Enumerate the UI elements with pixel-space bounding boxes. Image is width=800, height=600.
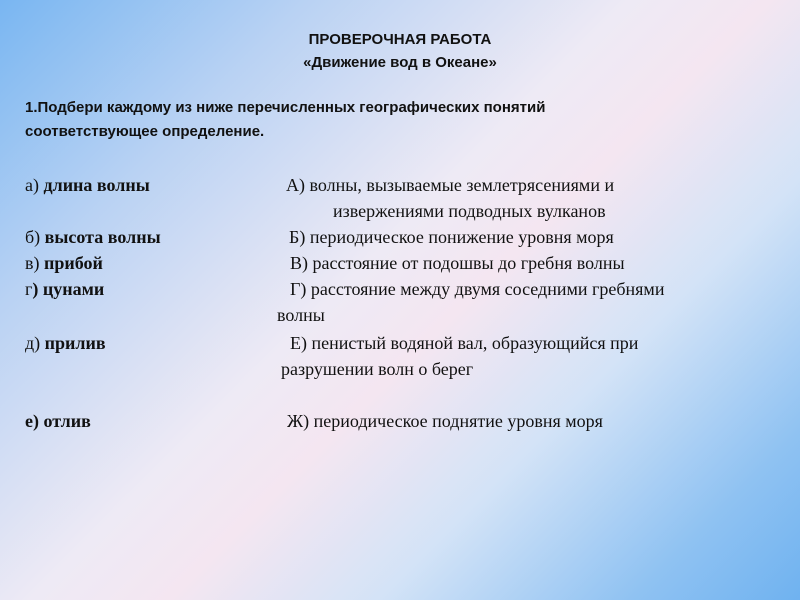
definition-e-line-1: Е) пенистый водяной вал, образующийся при	[290, 333, 639, 353]
term-v-word: прибой	[44, 253, 103, 273]
definition-v: В) расстояние от подошвы до гребня волны	[290, 253, 625, 273]
definition-zh: Ж) периодическое поднятие уровня моря	[287, 411, 603, 431]
definition-g-line-2: волны	[277, 305, 325, 325]
term-g-prefix: г	[25, 279, 33, 299]
title-line-1: ПРОВЕРОЧНАЯ РАБОТА	[308, 31, 492, 48]
term-b	[25, 227, 161, 248]
definition-b: Б) периодическое понижение уровня моря	[289, 227, 614, 247]
term-g-word: ) цунами	[32, 279, 105, 299]
term-v	[25, 253, 103, 274]
task-instruction-line-1: 1.Подбери каждому из ниже перечисленных географических понятий	[25, 99, 546, 116]
term-a-word: длина волны	[43, 175, 150, 195]
definition-g-line-1: Г) расстояние между двумя соседними гребнями	[290, 279, 665, 299]
term-a	[25, 175, 150, 196]
definition-a-line-2: извержениями подводных вулканов	[333, 201, 606, 221]
title-line-2: «Движение вод в Океане»	[303, 54, 497, 71]
term-g	[25, 279, 104, 300]
term-v-prefix: в)	[25, 253, 44, 273]
term-d-word: прилив	[44, 333, 106, 353]
term-d-prefix: д)	[25, 333, 45, 353]
term-b-prefix: б)	[25, 227, 45, 247]
term-a-prefix: а)	[25, 175, 44, 195]
definition-e-line-2: разрушении волн о берег	[281, 359, 474, 379]
term-e	[25, 411, 91, 432]
term-d	[25, 333, 106, 354]
term-b-word: высота волны	[44, 227, 161, 247]
term-e-word: е) отлив	[25, 411, 91, 431]
definition-a-line-1: А) волны, вызываемые землетрясениями и	[286, 175, 615, 195]
task-instruction-line-2: соответствующее определение.	[25, 123, 265, 140]
